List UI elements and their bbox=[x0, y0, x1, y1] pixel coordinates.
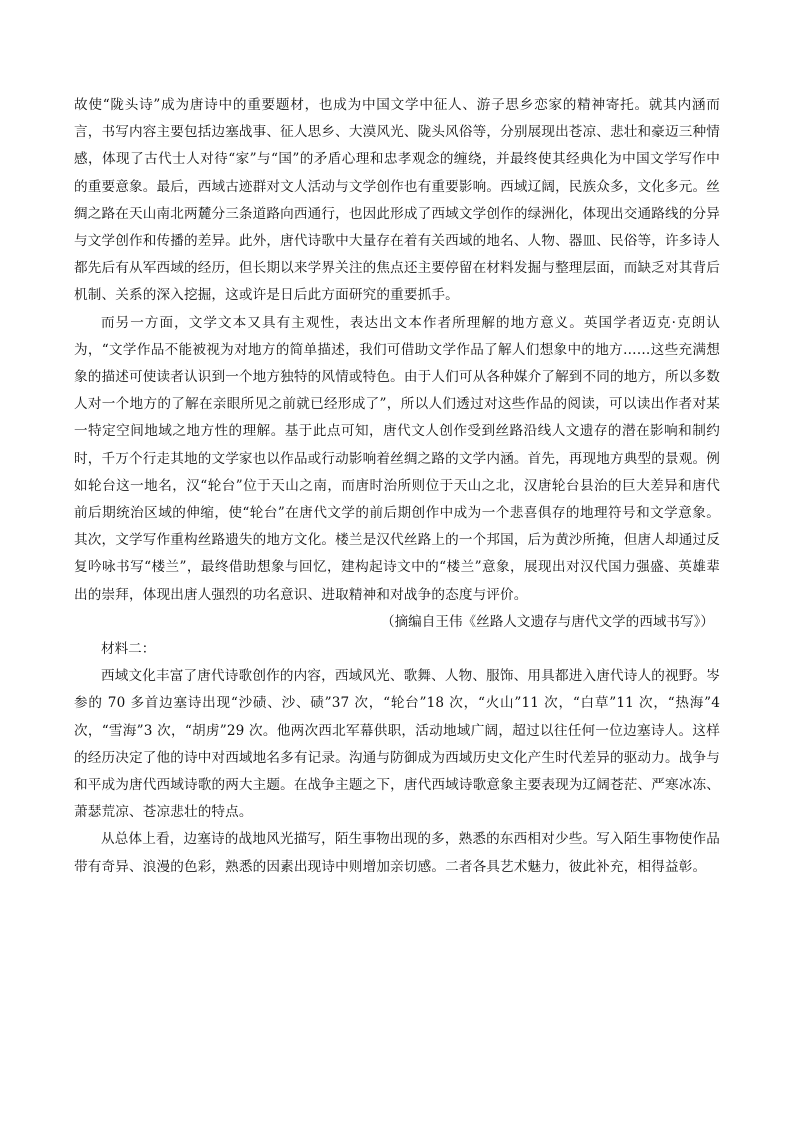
material-two-heading: 材料二： bbox=[101, 641, 156, 658]
paragraph-2: 而另一方面，文学文本又具有主观性，表达出文本作者所理解的地方意义。英国学者迈克·克朗认为，“文学作品不能被视为对地方的简单描述，我们可借助文学作品了解人们想象中的地方……这些充满想象的描述可使读者认识到一个地方独特的风情或特色。由于人们可从各种媒介了解到不同的地方，所以多数人对一个地方的了解在亲眼所见之前就已经形成了”，所以人们透过对这些作品的阅读，可以读出作者对某一特定空间地域之地方性的理解。基于此点可知，唐代文人创作受到丝路沿线人文遗存的潜在影响和制约时，千万个行走其地的文学家也以作品或行动影响着丝绸之路的文学内涵。首先，再现地方典型的景观。例如轮台这一地名，汉“轮台”位于天山之南，而唐时治所则位于天山之北，汉唐轮台县治的巨大差异和唐代前后期统治区域的伸缩，使“轮台”在唐代文学的前后期创作中成为一个悲喜俱存的地理符号和文学意象。其次，文学写作重构丝路遗失的地方文化。楼兰是汉代丝路上的一个邦国，后为黄沙所掩，但唐人却通过反复吟咏书写“楼兰”，最终借助想象与回忆，建构起诗文中的“楼兰”意象，展现出对汉代国力强盛、英雄辈出的崇拜，体现出唐人强烈的功名意识、进取精神和对战争的态度与评价。 bbox=[74, 314, 720, 603]
article-body bbox=[74, 92, 720, 881]
paragraph-4: 从总体上看，边塞诗的战地风光描写，陌生事物出现的多，熟悉的东西相对少些。写入陌生事物使作品带有奇异、浪漫的色彩，熟悉的因素出现诗中则增加亲切感。二者各具艺术魅力，彼此补充，相得益彰。 bbox=[74, 831, 720, 875]
paragraph-3: 西域文化丰富了唐代诗歌创作的内容，西域风光、歌舞、人物、服饰、用具都进入唐代诗人的视野。岑参的 70 多首边塞诗出现“沙碛、沙、碛”37 次，“轮台”18 次，“火山”11 次，“白草”11 次，“热海”4 次，“雪海”3 次，“胡虏”29 次。他两次西北军幕供职，活动地域广阔，超过以往任何一位边塞诗人。这样的经历决定了他的诗中对西域地名多有记录。沟通与防御成为西域历史文化产生时代差异的驱动力。战争与和平成为唐代西域诗歌的两大主题。在战争主题之下，唐代西域诗歌意象主要表现为辽阔苍茫、严寒冰冻、萧瑟荒凉、苍凉悲壮的特点。 bbox=[74, 668, 720, 821]
source-citation: （摘编自王伟《丝路人文遗存与唐代文学的西域书写》） bbox=[380, 613, 714, 630]
paragraph-1: 故使“陇头诗”成为唐诗中的重要题材，也成为中国文学中征人、游子思乡恋家的精神寄托。就其内涵而言，书写内容主要包括边塞战事、征人思乡、大漠风光、陇头风俗等，分别展现出苍凉、悲壮和豪迈三种情感，体现了古代士人对待“家”与“国”的矛盾心理和忠孝观念的缠绕，并最终使其经典化为中国文学写作中的重要意象。最后，西域古迹群对文人活动与文学创作也有重要影响。西域辽阔，民族众多，文化多元。丝绸之路在天山南北两麓分三条道路向西通行，也因此形成了西域文学创作的绿洲化，体现出交通路线的分异与文学创作和传播的差异。此外，唐代诗歌中大量存在着有关西域的地名、人物、器皿、民俗等，许多诗人都先后有从军西域的经历，但长期以来学界关注的焦点还主要停留在材料发掘与整理层面，而缺乏对其背后机制、关系的深入挖掘，这或许是日后此方面研究的重要抓手。 bbox=[74, 97, 720, 304]
